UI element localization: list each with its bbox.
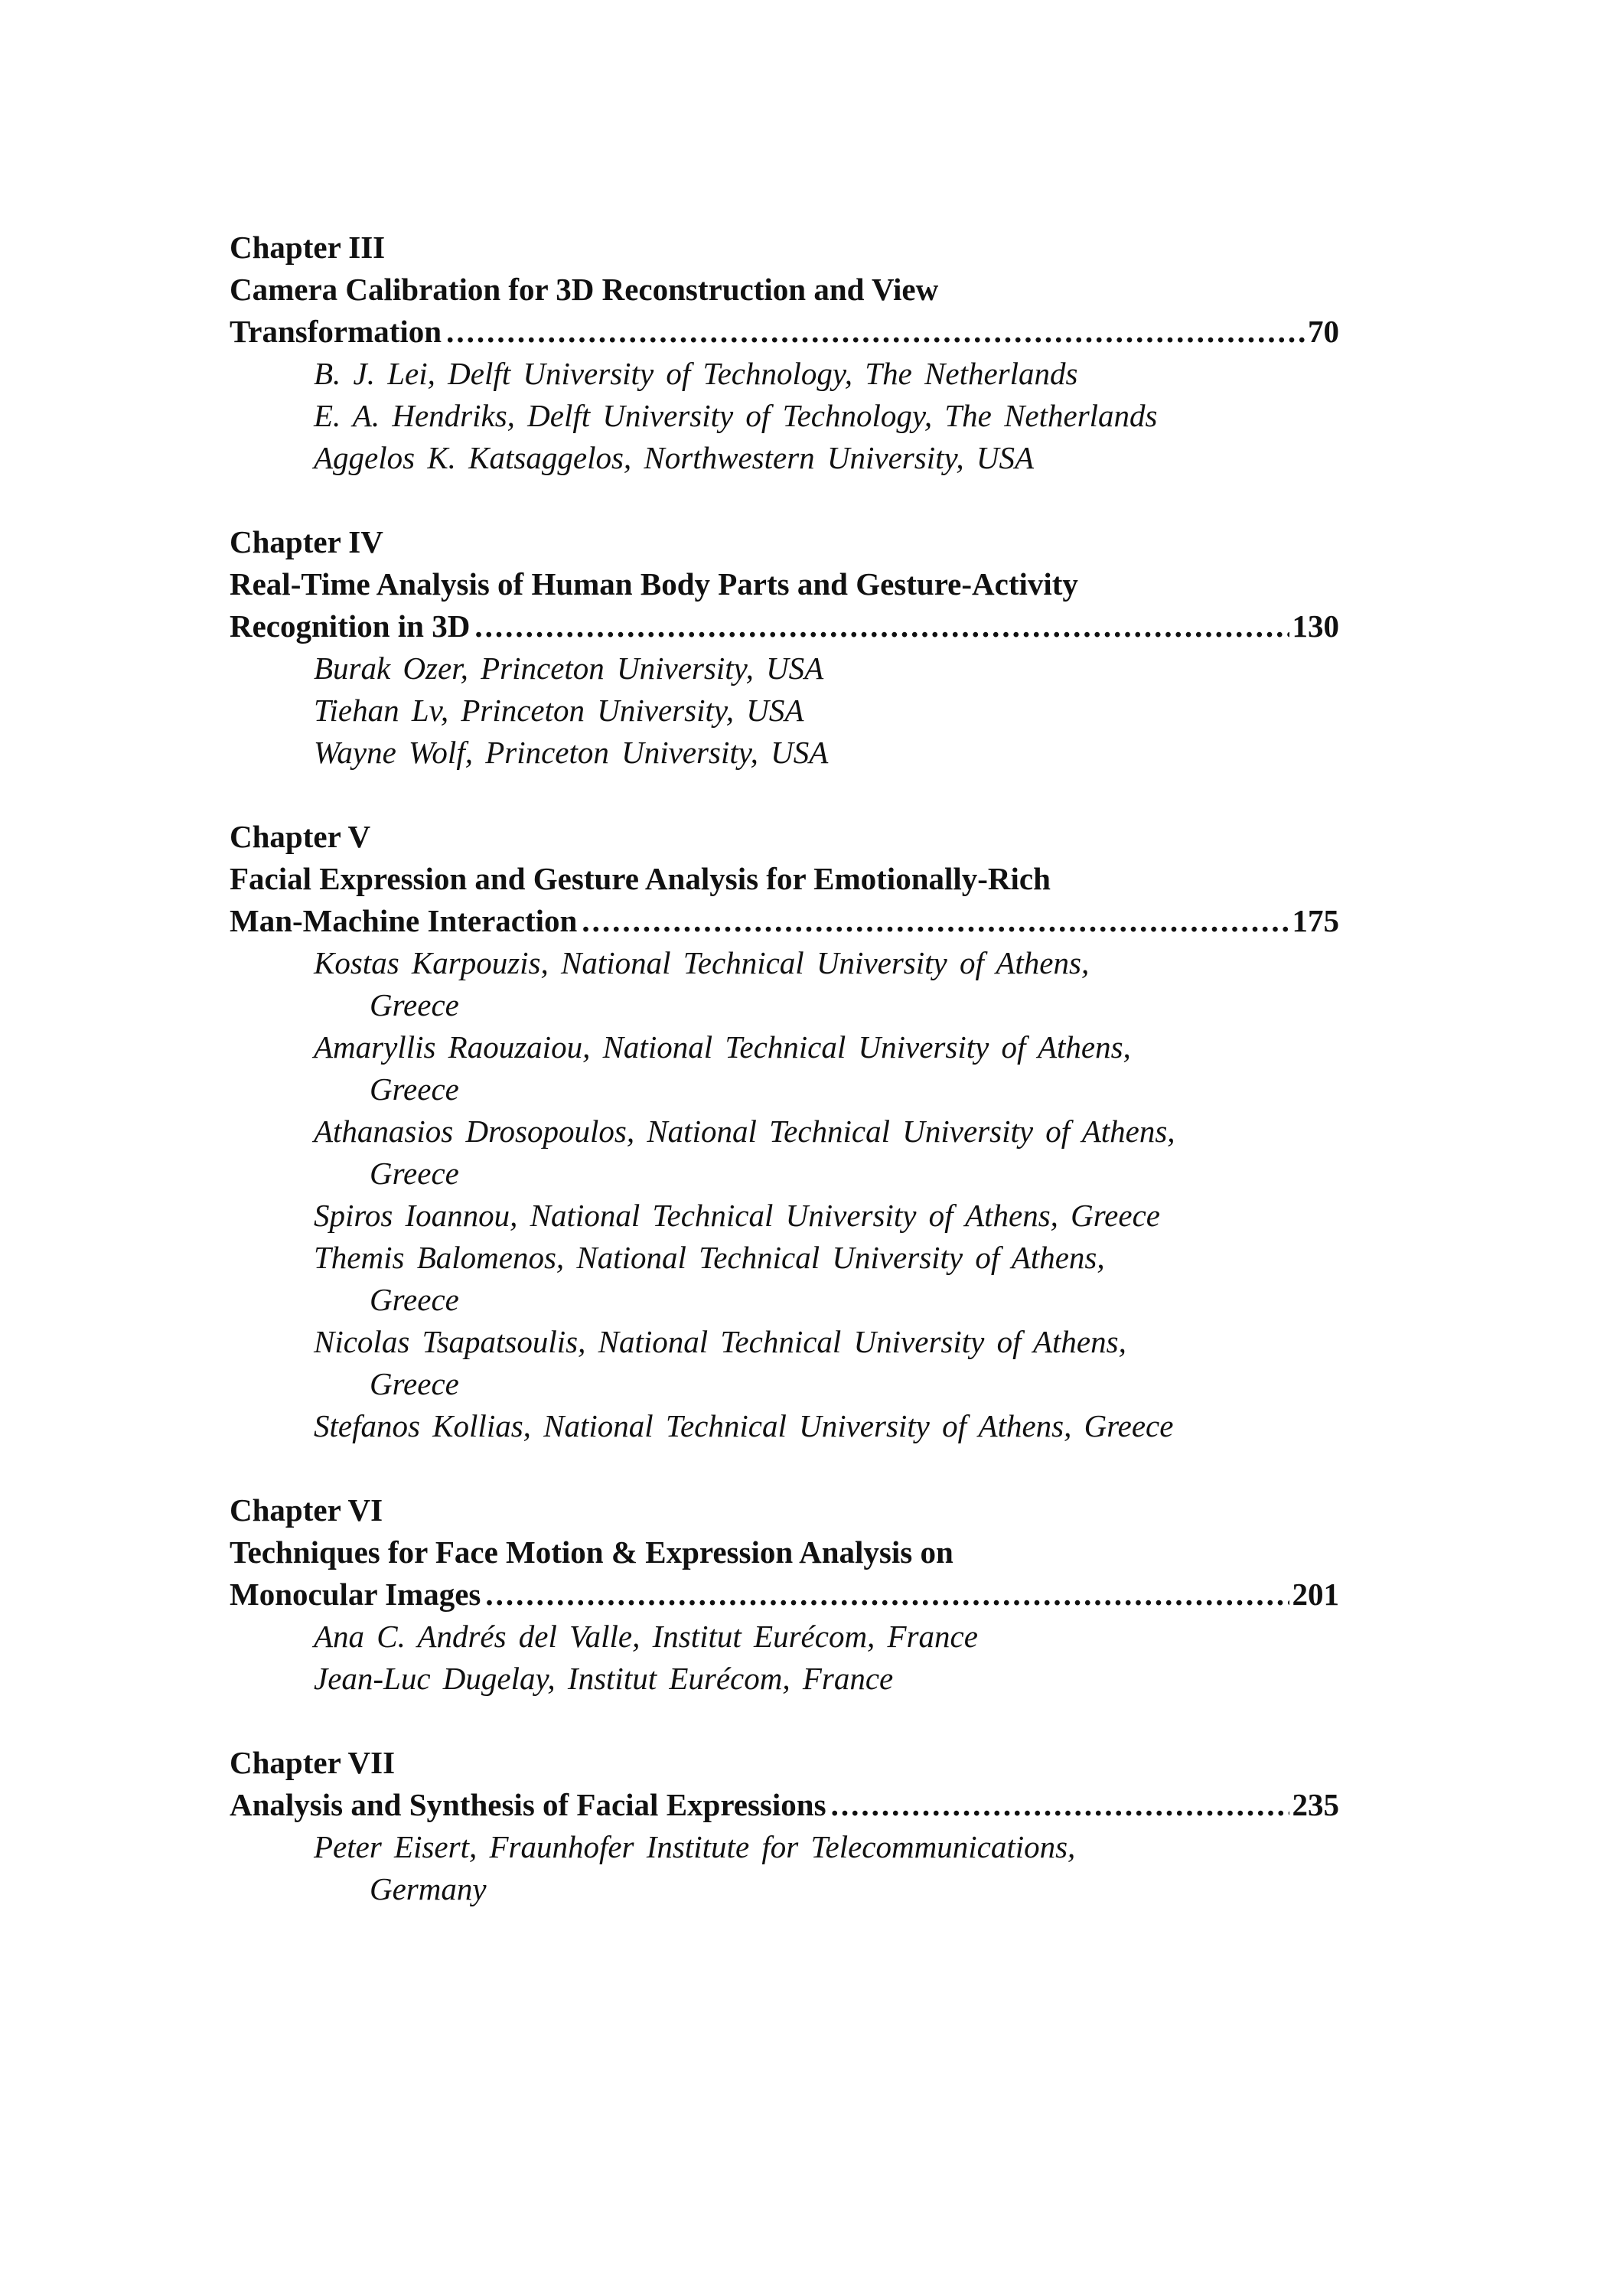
chapter-title-entry[interactable] — [230, 900, 1339, 942]
dot-leader — [485, 1574, 1289, 1616]
author-line: Burak Ozer, Princeton University, USA — [314, 651, 824, 686]
chapter-entry — [230, 816, 1339, 1447]
dot-leader — [446, 311, 1305, 353]
author-line: Athanasios Drosopoulos, National Technical University of Athens, — [314, 1114, 1175, 1149]
author-line: Tiehan Lv, Princeton University, USA — [314, 693, 804, 728]
chapter-title-line: Facial Expression and Gesture Analysis for Emotionally-Rich — [230, 861, 1051, 896]
chapter-label: Chapter VI — [230, 1492, 383, 1528]
author-line: Jean-Luc Dugelay, Institut Eurécom, France — [314, 1661, 894, 1696]
author-line: Aggelos K. Katsaggelos, Northwestern University, USA — [314, 440, 1035, 475]
chapter-title-last-line[interactable]: Recognition in 3D — [230, 608, 471, 644]
chapter-entry — [230, 227, 1339, 479]
chapter-title-entry[interactable] — [230, 1574, 1339, 1616]
chapter-title-last-line[interactable]: Analysis and Synthesis of Facial Expressions — [230, 1787, 826, 1822]
author-line: Spiros Ioannou, National Technical University of Athens, Greece — [314, 1198, 1160, 1233]
page-number[interactable]: 70 — [1308, 314, 1339, 349]
page-number[interactable]: 130 — [1292, 608, 1339, 644]
chapter-title-entry[interactable] — [230, 311, 1339, 353]
author-line: E. A. Hendriks, Delft University of Technology, The Netherlands — [314, 398, 1158, 433]
author-line-continuation: Greece — [370, 1156, 459, 1191]
dot-leader — [831, 1784, 1289, 1826]
chapter-title-line: Techniques for Face Motion & Expression Analysis on — [230, 1534, 953, 1570]
author-line-continuation: Greece — [370, 1071, 459, 1107]
dot-leader — [474, 605, 1289, 647]
chapter-entry — [230, 1489, 1339, 1700]
author-line: Peter Eisert, Fraunhofer Institute for Telecommunications, — [314, 1829, 1076, 1864]
chapter-title-last-line[interactable]: Man-Machine Interaction — [230, 903, 578, 938]
author-line-continuation: Greece — [370, 1282, 459, 1317]
chapter-title-last-line[interactable]: Transformation — [230, 314, 442, 349]
chapter-title-line: Real-Time Analysis of Human Body Parts and Gesture-Activity — [230, 566, 1078, 602]
chapter-label: Chapter V — [230, 819, 371, 854]
author-line: Wayne Wolf, Princeton University, USA — [314, 735, 829, 770]
table-of-contents — [230, 227, 1339, 1952]
chapter-entry — [230, 1742, 1339, 1910]
chapter-title-entry[interactable] — [230, 605, 1339, 647]
author-line: Ana C. Andrés del Valle, Institut Eurécom, France — [314, 1619, 978, 1654]
chapter-title-entry[interactable] — [230, 1784, 1339, 1826]
chapter-label: Chapter III — [230, 230, 386, 265]
author-line: B. J. Lei, Delft University of Technology, The Netherlands — [314, 356, 1078, 391]
chapter-title-line: Camera Calibration for 3D Reconstruction and View — [230, 272, 939, 307]
author-line: Themis Balomenos, National Technical University of Athens, — [314, 1240, 1105, 1275]
author-line-continuation: Greece — [370, 1366, 459, 1401]
chapter-label: Chapter VII — [230, 1745, 396, 1780]
author-line: Nicolas Tsapatsoulis, National Technical University of Athens, — [314, 1324, 1126, 1359]
chapter-entry — [230, 521, 1339, 774]
author-line-continuation: Greece — [370, 987, 459, 1022]
page-number[interactable]: 175 — [1292, 903, 1339, 938]
page-number[interactable]: 201 — [1292, 1577, 1339, 1612]
chapter-label: Chapter IV — [230, 524, 383, 559]
author-line-continuation: Germany — [370, 1871, 487, 1906]
author-line: Stefanos Kollias, National Technical University of Athens, Greece — [314, 1408, 1174, 1443]
chapter-title-last-line[interactable]: Monocular Images — [230, 1577, 481, 1612]
page-number[interactable]: 235 — [1292, 1787, 1339, 1822]
author-line: Amaryllis Raouzaiou, National Technical University of Athens, — [314, 1029, 1131, 1065]
author-line: Kostas Karpouzis, National Technical University of Athens, — [314, 945, 1090, 980]
dot-leader — [582, 900, 1289, 942]
